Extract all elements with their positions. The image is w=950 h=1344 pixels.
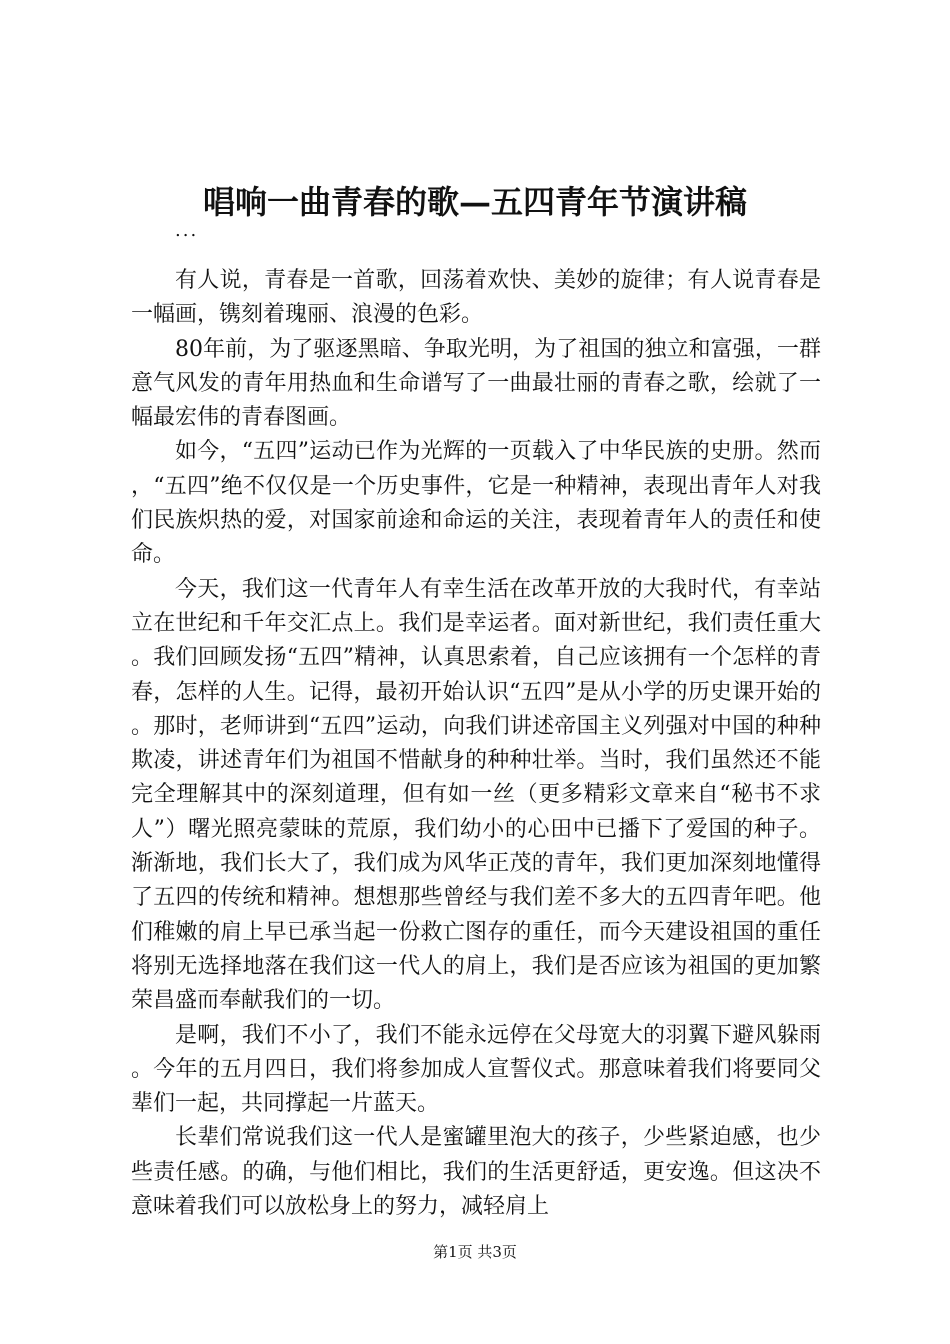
paragraph-6: 长辈们常说我们这一代人是蜜罐里泡大的孩子，少些紧迫感，也少些责任感。的确，与他们相比，我们的生活更舒适，更安逸。但这决不意味着我们可以放松身上的努力，减轻肩上 [131, 1125, 821, 1220]
paragraph-2: 80年前，为了驱逐黑暗、争取光明，为了祖国的独立和富强，一群意气风发的青年用热血和生命谱写了一曲最壮丽的青春之歌，绘就了一幅最宏伟的青春图画。 [131, 336, 821, 431]
paragraph-1: 有人说，青春是一首歌，回荡着欢快、美妙的旋律；有人说青春是一幅画，镌刻着瑰丽、浪漫的色彩。 [131, 268, 821, 328]
page-footer: 第1页 共3页 [433, 1243, 517, 1261]
paragraph-5: 是啊，我们不小了，我们不能永远停在父母宽大的羽翼下避风躲雨。今年的五月四日，我们将参加成人宣誓仪式。那意味着我们将要同父辈们一起，共同撑起一片蓝天。 [131, 1022, 821, 1117]
document-body [131, 264, 821, 1224]
paragraph-3: 如今，“五四”运动已作为光辉的一页载入了中华民族的史册。然而，“五四”绝不仅仅是一个历史事件，它是一种精神，表现出青年人对我们民族炽热的爱，对国家前途和命运的关注，表现着青年人的责任和使命。 [131, 439, 821, 568]
paragraph-4: 今天，我们这一代青年人有幸生活在改革开放的大我时代，有幸站立在世纪和千年交汇点上。我们是幸运者。面对新世纪，我们责任重大。我们回顾发扬“五四”精神，认真思索着，自己应该拥有一个怎样的青春，怎样的人生。记得，最初开始认识“五四”是从小学的历史课开始的。那时，老师讲到“五四”运动，向我们讲述帝国主义列强对中国的种种欺凌，讲述青年们为祖国不惜献身的种种壮举。当时，我们虽然还不能完全理解其中的深刻道理，但有如一丝（更多精彩文章来自“秘书不求人”）曙光照亮蒙昧的荒原，我们幼小的心田中已播下了爱国的种子。渐渐地，我们长大了，我们成为风华正茂的青年，我们更加深刻地懂得了五四的传统和精神。想想那些曾经与我们差不多大的五四青年吧。他们稚嫩的肩上早已承当起一份救亡图存的重任，而今天建设祖国的重任将别无选择地落在我们这一代人的肩上，我们是否应该为祖国的更加繁荣昌盛而奉献我们的一切。 [131, 576, 821, 1014]
subtitle-ellipsis: ... [175, 220, 199, 241]
document-title: 唱响一曲青春的歌—五四青年节演讲稿 [202, 183, 747, 221]
